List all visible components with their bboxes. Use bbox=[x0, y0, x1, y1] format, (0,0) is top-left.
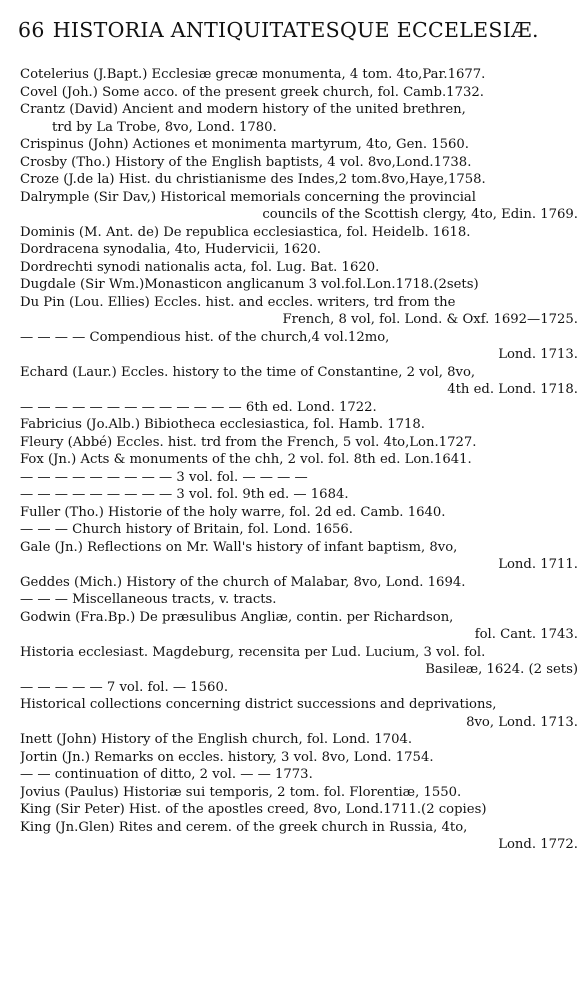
catalogue-line: Dalrymple (Sir Dav,) Historical memorials concerning the provincial bbox=[20, 189, 476, 205]
catalogue-line: Du Pin (Lou. Ellies) Eccles. hist. and eccles. writers, trd from the bbox=[20, 294, 456, 310]
catalogue-line: Croze (J.de la) Hist. du christianisme des Indes,2 tom.8vo,Haye,1758. bbox=[20, 172, 486, 187]
catalogue-line: Cotelerius (J.Bapt.) Ecclesiæ grecæ monumenta, 4 tom. 4to,Par.1677. bbox=[20, 67, 486, 82]
catalogue-line: — — — — Compendious hist. of the church,4 vol.12mo, bbox=[20, 329, 390, 345]
catalogue-line: Crispinus (John) Actiones et monimenta martyrum, 4to, Gen. 1560. bbox=[20, 137, 469, 152]
page-title: HISTORIA ANTIQUITATESQUE ECCELESIÆ. bbox=[52, 18, 539, 42]
catalogue-line: Jovius (Paulus) Historiæ sui temporis, 2 tom. fol. Florentiæ, 1550. bbox=[20, 784, 462, 800]
catalogue-line: — — — Miscellaneous tracts, v. tracts. bbox=[20, 592, 277, 607]
catalogue-line: 8vo, Lond. 1713. bbox=[466, 714, 578, 730]
catalogue-line: — — — — — — — — — — — — — 6th ed. Lond. 1722. bbox=[20, 399, 377, 415]
catalogue-entries bbox=[20, 66, 578, 854]
catalogue-line: Lond. 1711. bbox=[498, 557, 578, 572]
catalogue-line: Lond. 1713. bbox=[498, 347, 578, 362]
catalogue-line: — — — — — 7 vol. fol. — 1560. bbox=[20, 679, 229, 695]
catalogue-line: Dominis (M. Ant. de) De republica ecclesiastica, fol. Heidelb. 1618. bbox=[20, 224, 471, 240]
catalogue-line: — — continuation of ditto, 2 vol. — — 1773. bbox=[20, 767, 313, 782]
catalogue-line: Fox (Jn.) Acts & monuments of the chh, 2 vol. fol. 8th ed. Lon.1641. bbox=[20, 452, 472, 467]
catalogue-line: Dordrechti synodi nationalis acta, fol. Lug. Bat. 1620. bbox=[20, 259, 380, 275]
catalogue-line: Basileæ, 1624. (2 sets) bbox=[425, 662, 578, 677]
page-header bbox=[18, 18, 578, 42]
catalogue-line: Fabricius (Jo.Alb.) Bibiotheca ecclesiastica, fol. Hamb. 1718. bbox=[20, 417, 425, 432]
catalogue-line: Lond. 1772. bbox=[498, 837, 578, 852]
catalogue-line: Crantz (David) Ancient and modern history of the united brethren, bbox=[20, 102, 466, 117]
catalogue-line: Fleury (Abbé) Eccles. hist. trd from the French, 5 vol. 4to,Lon.1727. bbox=[20, 434, 477, 450]
catalogue-line: Echard (Laur.) Eccles. history to the time of Constantine, 2 vol, 8vo, bbox=[20, 364, 476, 380]
catalogue-line: councils of the Scottish clergy, 4to, Edin. 1769. bbox=[262, 207, 578, 222]
catalogue-line: Historical collections concerning district successions and deprivations, bbox=[20, 697, 497, 712]
catalogue-line: Geddes (Mich.) History of the church of Malabar, 8vo, Lond. 1694. bbox=[20, 574, 466, 590]
catalogue-line: trd by La Trobe, 8vo, Lond. 1780. bbox=[52, 119, 277, 135]
catalogue-line: Dugdale (Sir Wm.)Monasticon anglicanum 3 vol.fol.Lon.1718.(2sets) bbox=[20, 277, 479, 292]
catalogue-line: Jortin (Jn.) Remarks on eccles. history, 3 vol. 8vo, Lond. 1754. bbox=[20, 749, 434, 765]
catalogue-line: French, 8 vol, fol. Lond. & Oxf. 1692—1725. bbox=[282, 312, 578, 327]
catalogue-line: Gale (Jn.) Reflections on Mr. Wall's history of infant baptism, 8vo, bbox=[20, 539, 458, 555]
catalogue-line: Fuller (Tho.) Historie of the holy warre, fol. 2d ed. Camb. 1640. bbox=[20, 504, 446, 520]
catalogue-line: King (Jn.Glen) Rites and cerem. of the greek church in Russia, 4to, bbox=[20, 819, 468, 835]
page-number: 66 bbox=[18, 18, 45, 42]
catalogue-line: — — — — — — — — — 3 vol. fol. 9th ed. — 1684. bbox=[20, 487, 349, 502]
catalogue-line: 4th ed. Lond. 1718. bbox=[447, 382, 578, 397]
catalogue-line: fol. Cant. 1743. bbox=[474, 627, 578, 642]
catalogue-line: Covel (Joh.) Some acco. of the present greek church, fol. Camb.1732. bbox=[20, 84, 484, 100]
catalogue-line: — — — — — — — — — 3 vol. fol. — — — — bbox=[20, 469, 308, 485]
catalogue-line: Crosby (Tho.) History of the English baptists, 4 vol. 8vo,Lond.1738. bbox=[20, 154, 472, 170]
catalogue-line: — — — Church history of Britain, fol. Lond. 1656. bbox=[20, 522, 353, 537]
catalogue-line: Inett (John) History of the English church, fol. Lond. 1704. bbox=[20, 732, 413, 747]
catalogue-line: Historia ecclesiast. Magdeburg, recensita per Lud. Lucium, 3 vol. fol. bbox=[20, 644, 486, 660]
catalogue-line: Dordracena synodalia, 4to, Hudervicii, 1620. bbox=[20, 242, 321, 257]
catalogue-line: Godwin (Fra.Bp.) De præsulibus Angliæ, contin. per Richardson, bbox=[20, 609, 454, 625]
catalogue-line: King (Sir Peter) Hist. of the apostles creed, 8vo, Lond.1711.(2 copies) bbox=[20, 802, 487, 817]
